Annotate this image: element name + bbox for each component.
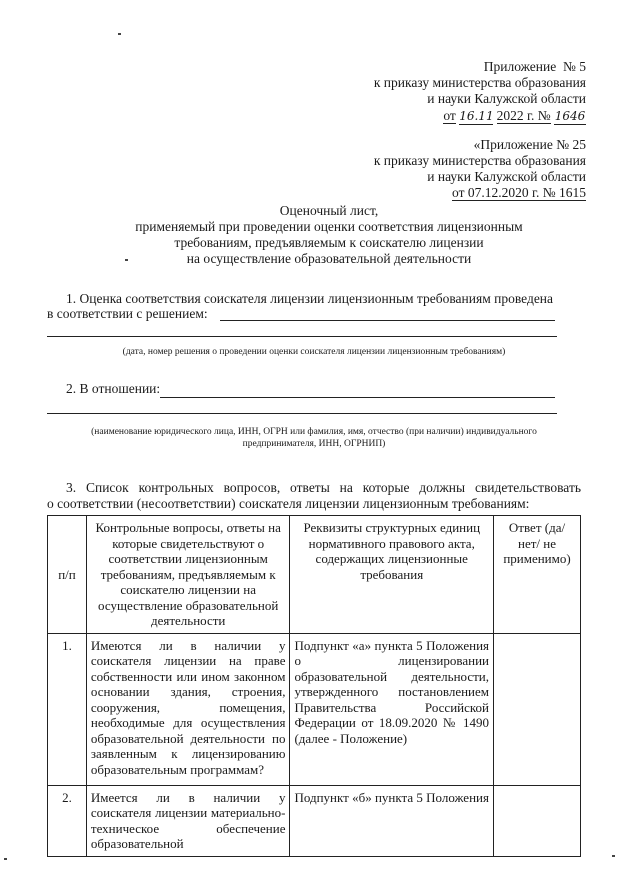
section3-intro — [47, 480, 581, 512]
appendix1-date-year: 2022 г. № — [496, 108, 551, 123]
section1-line1: 1. Оценка соответствия соискателя лицензии лицензионным требованиям проведена — [66, 291, 554, 306]
row-answer-cell[interactable] — [494, 633, 581, 785]
section2-label: 2. В отношении: — [66, 381, 161, 396]
stray-mark — [118, 33, 121, 35]
table-row — [48, 633, 581, 785]
title-line1: Оценочный лист, — [279, 203, 379, 218]
section2-caption-line1: (наименование юридического лица, ИНН, ОГРН или фамилия, имя, отчество (при наличии) индивидуального — [91, 427, 537, 437]
appendix2-line4: от 07.12.2020 г. № 1615 — [452, 185, 586, 200]
title-line2: применяемый при проведении оценки соответствия лицензионным — [135, 219, 523, 234]
title-line4: на осуществление образовательной деятельности — [186, 251, 472, 266]
section1-decision-field[interactable] — [220, 320, 555, 321]
row-answer-cell[interactable] — [494, 785, 581, 856]
section2-subject-field-line2[interactable] — [47, 413, 557, 414]
header-references: Реквизиты структурных единиц нормативного правового акта, содержащих лицензионные требования — [290, 516, 494, 634]
appendix2-line1: «Приложение № 25 — [473, 137, 586, 152]
appendix1-date-handwritten: 16.11 — [459, 109, 494, 123]
appendix1-date-line — [286, 108, 586, 125]
appendix1-number-handwritten: 1646 — [554, 109, 586, 123]
appendix2-line3: и науки Калужской области — [427, 169, 586, 184]
appendix1-block — [286, 59, 586, 125]
row-number: 1. — [48, 633, 87, 785]
row-reference: Подпункт «а» пункта 5 Положения о лицензировании образовательной деятельности, утвержденного постановлением Правительства Российской Федерации от 18.09.2020 № 1490 (далее - Положение) — [290, 633, 494, 785]
appendix2-line2: к приказу министерства образования — [373, 153, 586, 168]
header-number: п/п — [48, 516, 87, 634]
table-header-row — [48, 516, 581, 634]
header-questions: Контрольные вопросы, ответы на которые свидетельствуют о соответствии лицензионным требованиям, предъявляемым к соискателю лицензии на осуществление образовательной деятельности — [86, 516, 290, 634]
stray-mark — [4, 858, 7, 860]
stray-mark — [612, 855, 615, 857]
section2-caption-line2: предпринимателя, ИНН, ОГРНИП) — [242, 439, 386, 449]
section2-subject-field[interactable] — [160, 397, 555, 398]
section1-decision-field-line2[interactable] — [47, 336, 557, 337]
section1-caption: (дата, номер решения о проведении оценки соискателя лицензии лицензионным требованиям) — [122, 347, 506, 357]
row-question: Имеются ли в наличии у соискателя лицензии на праве собственности или ином законном основании здания, строения, сооружения, помещения, необходимые для осуществления образовательной деятельности по заявленным к лицензированию образовательным программам? — [86, 633, 290, 785]
appendix1-line2: к приказу министерства образования — [373, 75, 586, 90]
appendix1-date-prefix: от — [443, 108, 456, 123]
document-title — [40, 203, 618, 267]
appendix2-block — [286, 137, 586, 201]
title-line3: требованиям, предъявляемым к соискателю лицензии — [174, 235, 484, 250]
row-question: Имеется ли в наличии у соискателя лицензии материально-техническое обеспечение образовательной — [86, 785, 290, 856]
section1-line2: в соответствии с решением: — [47, 306, 208, 321]
appendix1-line3: и науки Калужской области — [427, 91, 586, 106]
appendix1-line1: Приложение № 5 — [483, 59, 586, 74]
checklist-table — [47, 515, 581, 857]
row-number: 2. — [48, 785, 87, 856]
table-row — [48, 785, 581, 856]
section3-line1: 3. Список контрольных вопросов, ответы на которые должны свидетельствовать — [66, 480, 581, 495]
row-reference: Подпункт «б» пункта 5 Положения — [290, 785, 494, 856]
header-answer: Ответ (да/нет/ не применимо) — [494, 516, 581, 634]
section3-line2: о соответствии (несоответствии) соискателя лицензии лицензионным требованиям: — [47, 496, 530, 511]
section2-caption — [47, 426, 581, 450]
